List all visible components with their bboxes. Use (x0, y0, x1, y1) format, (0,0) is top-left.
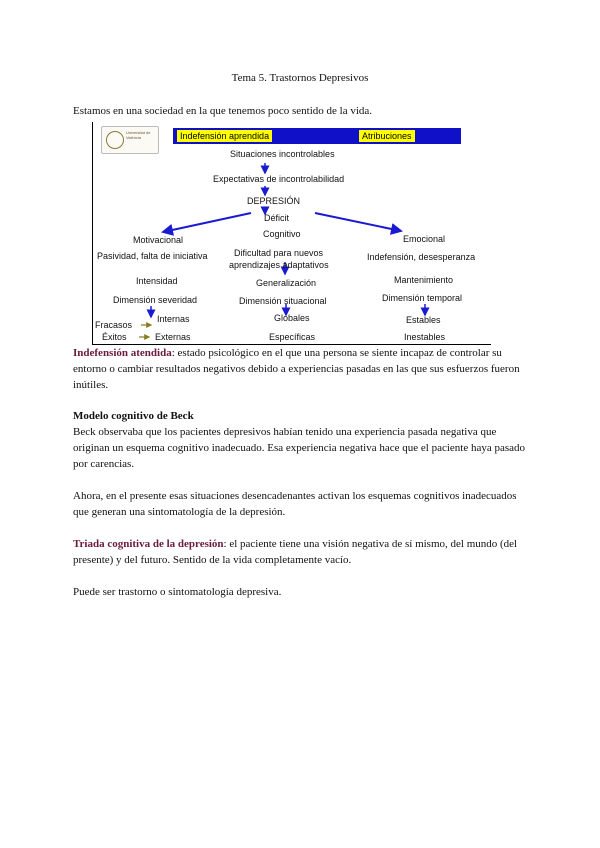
arrow-to-motivacional (163, 213, 251, 232)
generalizacion-label: Generalización (256, 278, 317, 288)
page-title: Tema 5. Trastornos Depresivos (231, 72, 369, 84)
paragraph-triada (73, 536, 533, 568)
expectativas-incontrolabilidad: Expectativas de incontrolabilidad (213, 174, 345, 184)
logo-text: Universitat de València (126, 130, 151, 140)
paragraph-beck (73, 408, 533, 472)
exitos-label: Éxitos (102, 332, 127, 342)
estables-label: Estables (406, 315, 441, 325)
fracasos-label: Fracasos (95, 320, 133, 330)
dificultad-line1: Dificultad para nuevos (234, 248, 324, 258)
paragraph-ahora: Ahora, en el presente esas situaciones desencadenantes activan los esquemas cognitivos inadecuados que generan una sintomatología de la depresión. (73, 490, 517, 518)
pasividad-label: Pasividad, falta de iniciativa (97, 251, 208, 261)
helplessness-diagram (92, 122, 491, 345)
depresion-label: DEPRESIÓN (247, 196, 301, 206)
deficit-label: Déficit (264, 213, 290, 223)
externas-label: Externas (155, 332, 191, 342)
term-indefension: Indefensión atendida (73, 347, 172, 359)
globales-label: Globales (274, 313, 310, 323)
heading-beck: Modelo cognitivo de Beck (73, 410, 194, 422)
intro-text: Estamos en una sociedad en la que tenemos poco sentido de la vida. (73, 105, 373, 117)
paragraph-trastorno: Puede ser trastorno o sintomatología depresiva. (73, 586, 282, 598)
especificas-label: Específicas (269, 332, 316, 342)
definition-indefension: : estado psicológico en el que una persona se siente incapaz de controlar su entorno o cambiar resultados negativos debido a experiencias pasadas en las que sus esfuerzos fueron inútiles. (73, 347, 520, 391)
arrow-to-emocional (315, 213, 401, 231)
dimension-temporal: Dimensión temporal (382, 293, 463, 303)
cognitivo-label: Cognitivo (263, 229, 301, 239)
definition-triada: : el paciente tiene una visión negativa de sí mismo, del mundo (del presente) y del futuro. Sentido de la vida completamente vacío. (73, 538, 518, 566)
text-beck: Beck observaba que los pacientes depresivos habían tenido una experiencia pasada negativa que originan un esquema cognitivo inadecuado. Esa experiencia negativa hace que el paciente haya pasado por carencias. (73, 426, 526, 470)
emocional-label: Emocional (403, 234, 446, 244)
mantenimiento-label: Mantenimiento (394, 275, 454, 285)
dificultad-line2: aprendizajes adaptativos (229, 260, 329, 270)
header-atribuciones: Atribuciones (359, 130, 415, 142)
term-triada: Triada cognitiva de la depresión (73, 538, 224, 550)
dimension-situacional: Dimensión situacional (239, 296, 327, 306)
paragraph-indefension (73, 345, 533, 393)
indefension-desesperanza: Indefensión, desesperanza (367, 252, 476, 262)
internas-label: Internas (157, 314, 190, 324)
dimension-severidad: Dimensión severidad (113, 295, 198, 305)
inestables-label: Inestables (404, 332, 446, 342)
situaciones-incontrolables: Situaciones incontrolables (230, 149, 335, 159)
header-indefension: Indefensión aprendida (177, 130, 272, 142)
intensidad-label: Intensidad (136, 276, 178, 286)
motivacional-label: Motivacional (133, 235, 184, 245)
